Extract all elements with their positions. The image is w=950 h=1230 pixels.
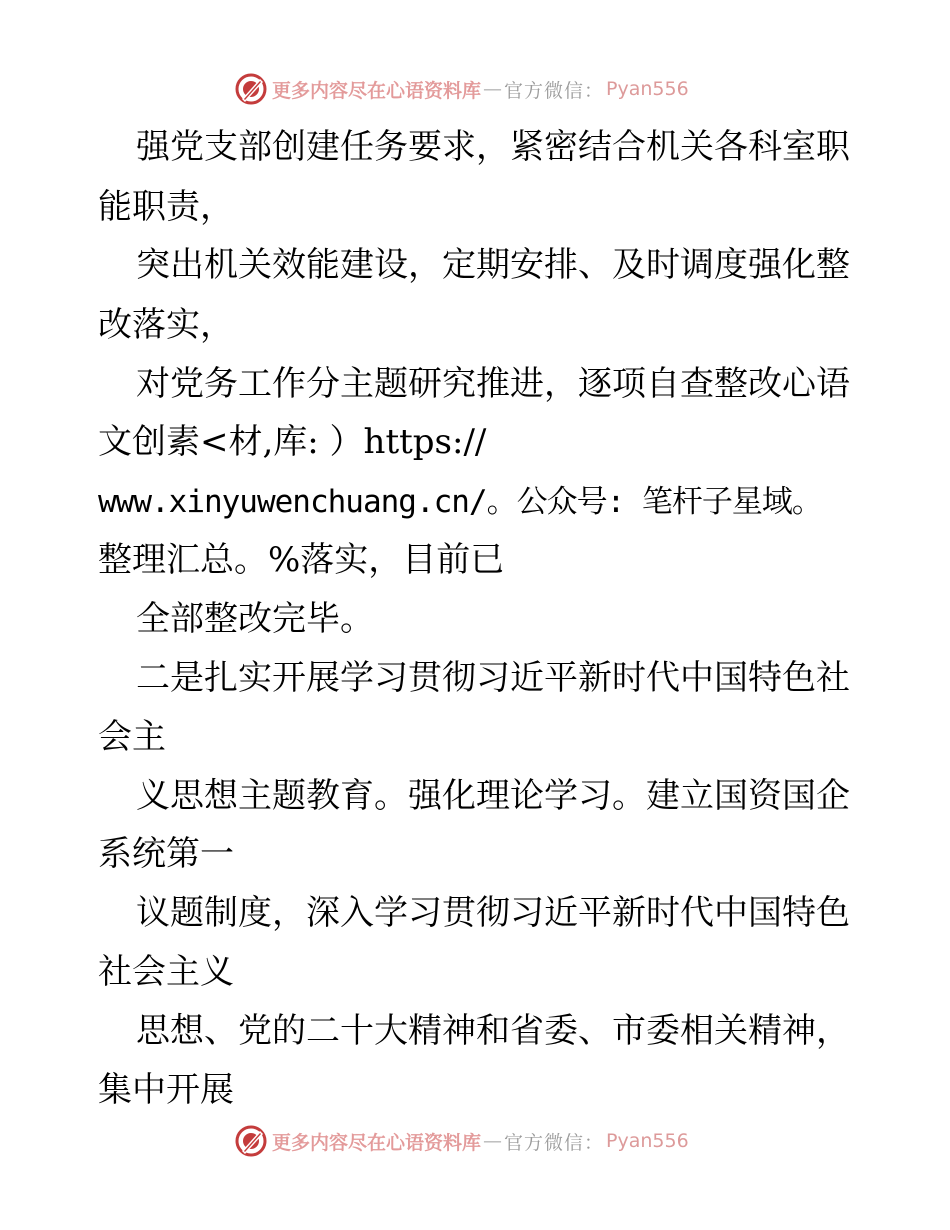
banner-dash: — bbox=[483, 78, 503, 100]
footer-banner bbox=[234, 1124, 714, 1158]
banner-title: 更多内容尽在心语资料库 bbox=[272, 1131, 482, 1154]
banner-subtitle: 官方微信： bbox=[504, 1131, 605, 1154]
text-line: 二是扎实开展学习贯彻习近平新时代中国特色社 bbox=[136, 658, 850, 698]
text-line: 会主 bbox=[98, 717, 166, 757]
text-line: 思想、党的二十大精神和省委、市委相关精神， bbox=[136, 1011, 850, 1051]
text-line: 义思想主题教育。强化理论学习。建立国资国企 bbox=[136, 776, 850, 816]
banner-dash: — bbox=[483, 1130, 503, 1152]
banner-subtitle: 官方微信： bbox=[504, 79, 605, 102]
pen-logo-icon bbox=[234, 1124, 268, 1158]
text-line: 改落实， bbox=[98, 305, 234, 345]
text-line: 系统第一 bbox=[98, 834, 234, 874]
header-banner bbox=[234, 72, 714, 106]
text-line: 议题制度，深入学习贯彻习近平新时代中国特色 bbox=[136, 893, 850, 933]
banner-title: 更多内容尽在心语资料库 bbox=[272, 79, 482, 102]
banner-account: Pyan556 bbox=[606, 78, 689, 100]
text-line: 集中开展 bbox=[98, 1070, 234, 1110]
text-line: 能职责， bbox=[98, 187, 234, 227]
pen-logo-icon bbox=[234, 72, 268, 106]
text-line: 文创素<材,库: ）https:// bbox=[98, 422, 487, 462]
text-line: 对党务工作分主题研究推进，逐项自查整改心语 bbox=[136, 364, 850, 404]
text-line: 整理汇总。%落实，目前已 bbox=[98, 540, 505, 580]
text-line: 强党支部创建任务要求，紧密结合机关各科室职 bbox=[136, 127, 850, 167]
banner-account: Pyan556 bbox=[606, 1130, 689, 1152]
text-line: 突出机关效能建设，定期安排、及时调度强化整 bbox=[136, 245, 850, 285]
text-line: 社会主义 bbox=[98, 952, 234, 992]
text-line: www.xinyuwenchuang.cn/。公众号: 笔杆子星域。 bbox=[98, 484, 822, 520]
text-line: 全部整改完毕。 bbox=[136, 599, 374, 639]
